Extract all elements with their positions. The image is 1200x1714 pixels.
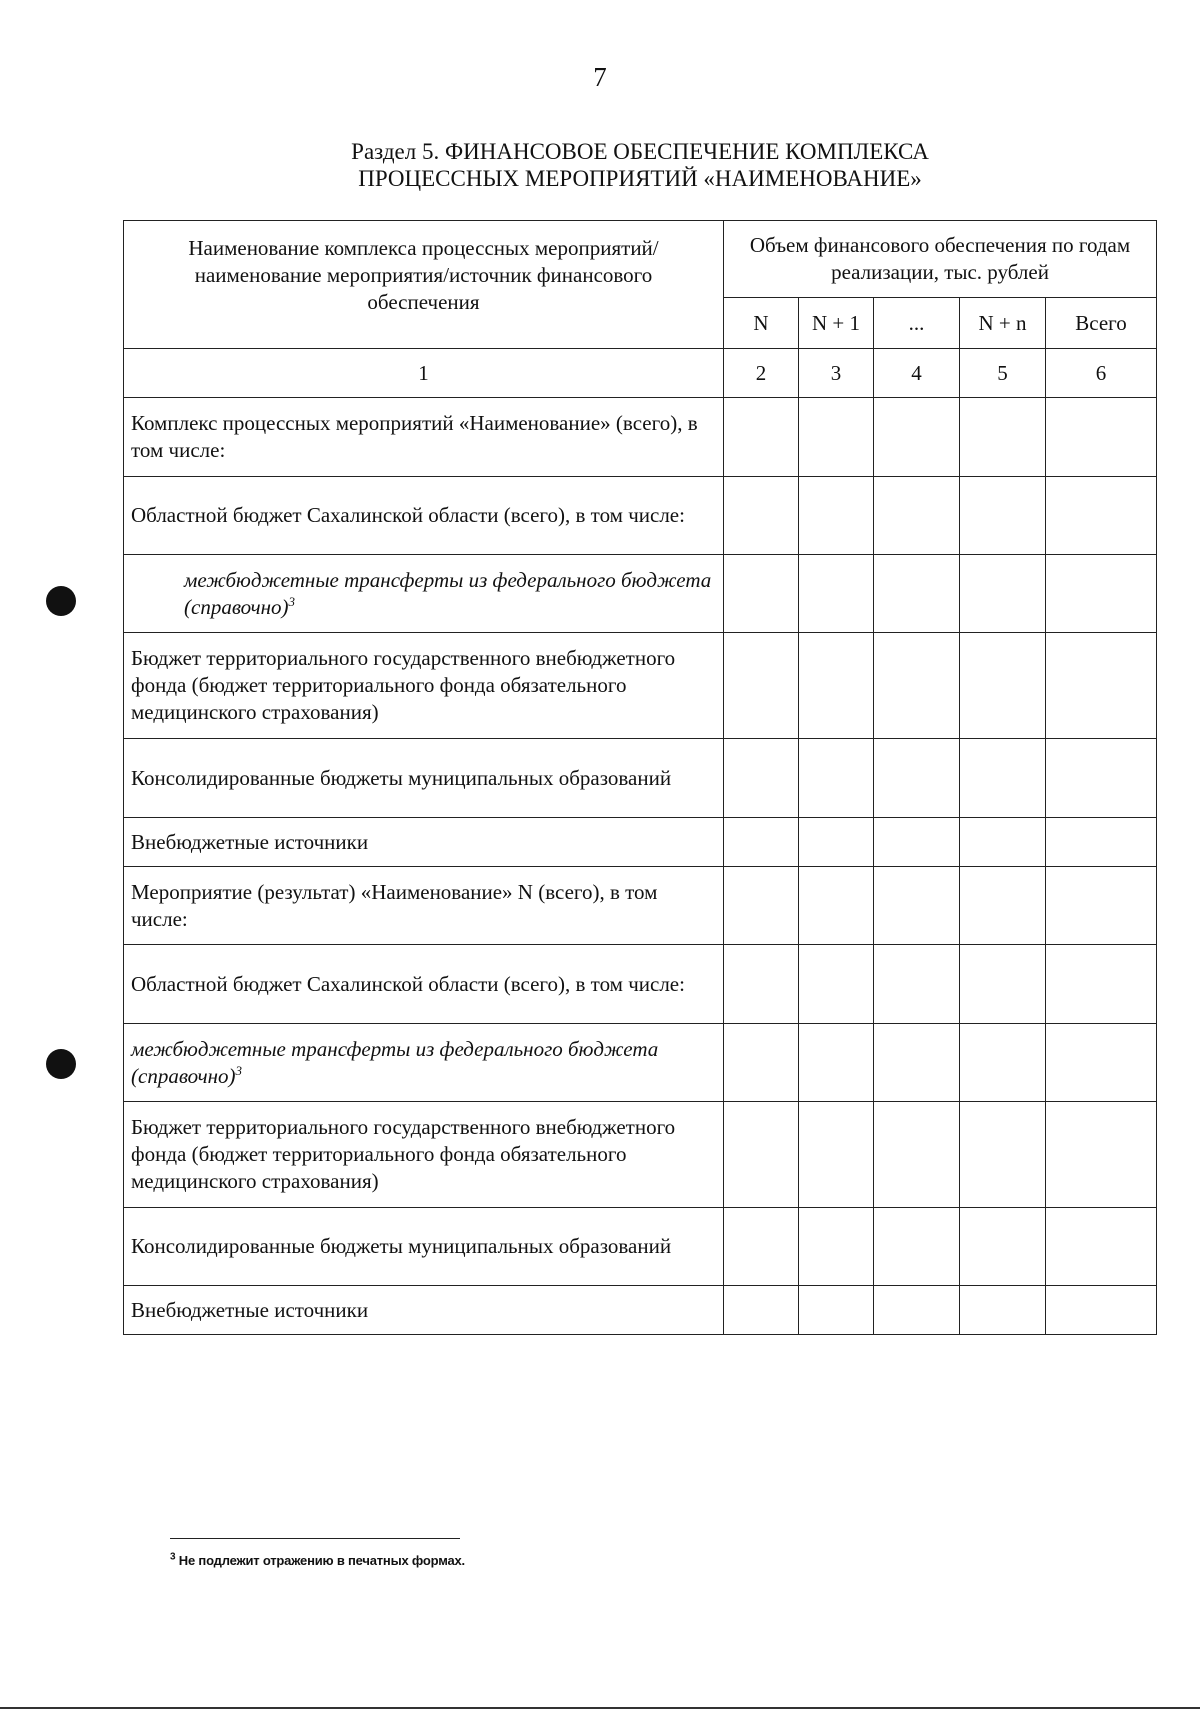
value-cell [724, 633, 799, 739]
value-cell [724, 1208, 799, 1286]
value-cell [799, 633, 874, 739]
value-cell [1046, 555, 1157, 633]
value-cell [799, 555, 874, 633]
row-label: Консолидированные бюджеты муниципальных образований [124, 739, 724, 818]
value-cell [799, 818, 874, 867]
value-cell [960, 739, 1046, 818]
value-cell [724, 1102, 799, 1208]
value-cell [799, 1102, 874, 1208]
value-cell [724, 1286, 799, 1335]
value-cell [799, 1286, 874, 1335]
value-cell [960, 1024, 1046, 1102]
row-label: Бюджет территориального государственного внебюджетного фонда (бюджет территориального фонда обязательного медицинского страхования) [124, 1102, 724, 1208]
binder-hole-mark [46, 586, 76, 616]
column-number: 5 [960, 349, 1046, 398]
value-cell [874, 739, 960, 818]
value-cell [874, 818, 960, 867]
table-row [124, 1286, 1157, 1335]
row-label: Мероприятие (результат) «Наименование» N (всего), в том числе: [124, 867, 724, 945]
table-row [124, 1102, 1157, 1208]
row-label: Областной бюджет Сахалинской области (всего), в том числе: [124, 477, 724, 555]
footnote-text: Не подлежит отражению в печатных формах. [178, 1553, 465, 1568]
table-row [124, 555, 1157, 633]
value-cell [1046, 818, 1157, 867]
value-cell [960, 867, 1046, 945]
section-title-line-1: Раздел 5. ФИНАНСОВОЕ ОБЕСПЕЧЕНИЕ КОМПЛЕКСА [351, 139, 929, 164]
footnote-separator [170, 1538, 460, 1539]
column-number: 4 [874, 349, 960, 398]
value-cell [724, 477, 799, 555]
value-cell [1046, 945, 1157, 1024]
value-cell [1046, 477, 1157, 555]
value-cell [874, 1024, 960, 1102]
row-label-text: межбюджетные трансферты из федерального бюджета (справочно) [184, 567, 712, 619]
value-cell [960, 945, 1046, 1024]
value-cell [960, 477, 1046, 555]
row-label: Консолидированные бюджеты муниципальных образований [124, 1208, 724, 1286]
value-cell [874, 1208, 960, 1286]
row-label-text: межбюджетные трансферты из федерального бюджета (справочно) [131, 1036, 659, 1088]
value-cell [799, 1024, 874, 1102]
section-title-line-2: ПРОЦЕССНЫХ МЕРОПРИЯТИЙ «НАИМЕНОВАНИЕ» [358, 166, 922, 191]
row-label: Комплекс процессных мероприятий «Наименование» (всего), в том числе: [124, 398, 724, 477]
value-cell [724, 867, 799, 945]
table-row [124, 818, 1157, 867]
page-bottom-edge [0, 1707, 1200, 1709]
value-cell [1046, 739, 1157, 818]
row-label: Внебюджетные источники [124, 818, 724, 867]
table-row [124, 633, 1157, 739]
value-cell [1046, 1208, 1157, 1286]
financing-table [123, 220, 1157, 1335]
row-label: Областной бюджет Сахалинской области (всего), в том числе: [124, 945, 724, 1024]
value-cell [799, 477, 874, 555]
value-cell [874, 398, 960, 477]
value-cell [960, 555, 1046, 633]
value-cell [799, 945, 874, 1024]
table-row [124, 1208, 1157, 1286]
value-cell [1046, 867, 1157, 945]
value-cell [1046, 1024, 1157, 1102]
table-row [124, 1024, 1157, 1102]
header-year-n-plus-n: N + n [960, 298, 1046, 349]
value-cell [724, 555, 799, 633]
value-cell [799, 398, 874, 477]
value-cell [874, 945, 960, 1024]
binder-hole-mark [46, 1049, 76, 1079]
value-cell [1046, 633, 1157, 739]
row-label: Внебюджетные источники [124, 1286, 724, 1335]
value-cell [960, 633, 1046, 739]
row-label-italic [124, 555, 724, 633]
value-cell [799, 867, 874, 945]
value-cell [960, 1208, 1046, 1286]
table-row [124, 398, 1157, 477]
header-year-n: N [724, 298, 799, 349]
value-cell [874, 555, 960, 633]
header-volume: Объем финансового обеспечения по годам реализации, тыс. рублей [724, 221, 1157, 298]
value-cell [799, 739, 874, 818]
header-name-column: Наименование комплекса процессных мероприятий/наименование мероприятия/источник финансового обеспечения [124, 221, 724, 349]
value-cell [960, 1286, 1046, 1335]
header-total: Всего [1046, 298, 1157, 349]
value-cell [724, 1024, 799, 1102]
footnote-mark: 3 [170, 1551, 176, 1563]
value-cell [874, 1102, 960, 1208]
column-number: 6 [1046, 349, 1157, 398]
section-title [0, 138, 1200, 192]
table-row [124, 945, 1157, 1024]
header-year-n-plus-1: N + 1 [799, 298, 874, 349]
row-label: Бюджет территориального государственного внебюджетного фонда (бюджет территориального фонда обязательного медицинского страхования) [124, 633, 724, 739]
value-cell [874, 633, 960, 739]
value-cell [724, 739, 799, 818]
footnote-ref: 3 [235, 1062, 243, 1078]
value-cell [960, 1102, 1046, 1208]
value-cell [1046, 398, 1157, 477]
footnote-ref: 3 [288, 593, 296, 609]
table-row [124, 867, 1157, 945]
value-cell [1046, 1102, 1157, 1208]
value-cell [724, 818, 799, 867]
value-cell [724, 398, 799, 477]
table-row [124, 477, 1157, 555]
value-cell [960, 398, 1046, 477]
value-cell [1046, 1286, 1157, 1335]
footnote [170, 1553, 465, 1568]
header-year-ellipsis: ... [874, 298, 960, 349]
value-cell [799, 1208, 874, 1286]
page-number: 7 [593, 62, 607, 92]
row-label-italic [124, 1024, 724, 1102]
column-number: 2 [724, 349, 799, 398]
value-cell [724, 945, 799, 1024]
table-row [124, 739, 1157, 818]
value-cell [960, 818, 1046, 867]
value-cell [874, 477, 960, 555]
value-cell [874, 867, 960, 945]
value-cell [874, 1286, 960, 1335]
column-number: 3 [799, 349, 874, 398]
column-number: 1 [124, 349, 724, 398]
